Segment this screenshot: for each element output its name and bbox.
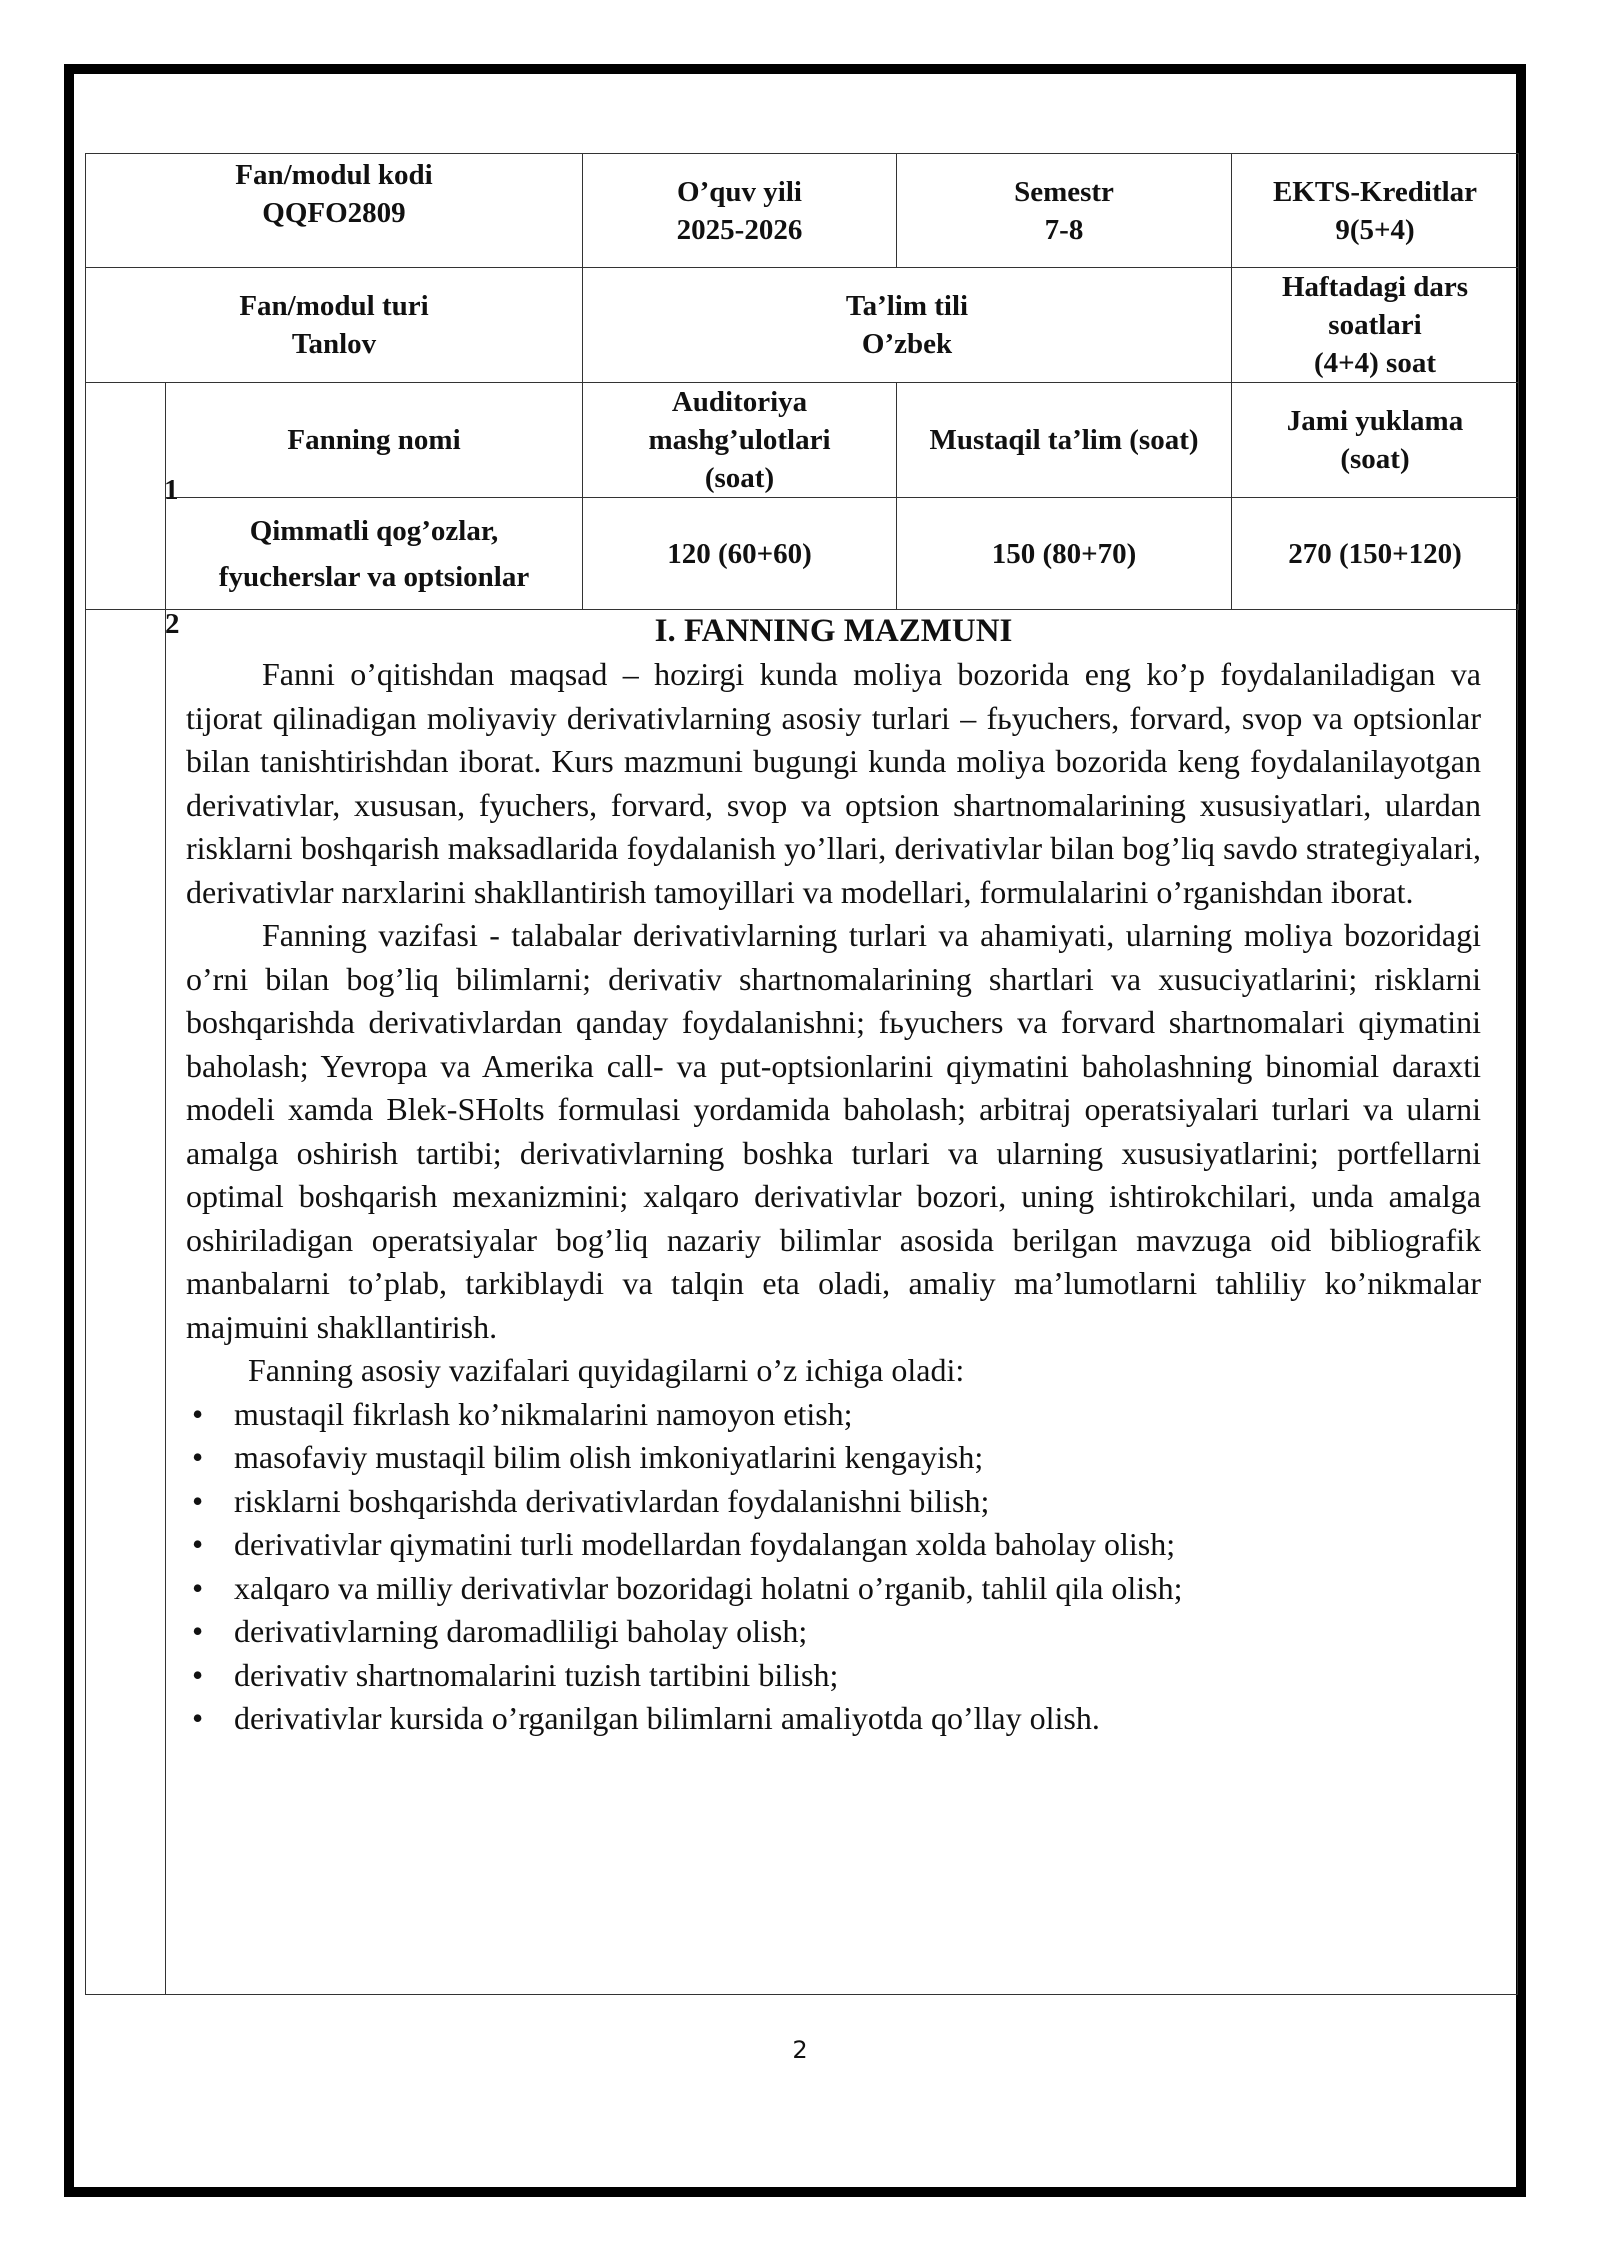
semester-cell: Semestr 7-8	[897, 154, 1232, 268]
list-item: • xalqaro va milliy derivativlar bozoridagi holatni o’rganib, tahlil qila olish;	[186, 1567, 1481, 1611]
self-study-label-cell: Mustaqil ta’lim (soat)	[897, 383, 1232, 498]
tasks-list	[186, 1393, 1481, 1741]
total-label-cell: Jami yuklama (soat)	[1232, 383, 1519, 498]
language-cell: Ta’lim tili O’zbek	[583, 268, 1232, 383]
self-study-hours-cell: 150 (80+70)	[897, 498, 1232, 610]
code-cell: Fan/modul kodi QQFO2809	[86, 154, 583, 268]
auditory-label-cell: Auditoriya mashg’ulotlari (soat)	[583, 383, 897, 498]
auditory-hours-cell: 120 (60+60)	[583, 498, 897, 610]
section-title: I. FANNING MAZMUNI	[654, 613, 1013, 649]
tasks-paragraph: Fanning vazifasi - talabalar derivativlarning turlari va ahamiyati, ularning moliya bozoridagi o’rni bilan bog’liq bilimlarni; derivativ shartnomalarining shartlari va xusuciyatlarini; risklarni boshqarishda derivativlardan qanday foydalanishni; fьyuchers va forvard shartnomalari qiymatini baholash; Yevropa va Amerika call- va put-optsionlarini qiymatini baholashning binomial daraxti modeli xamda Blek-SHolts formulasi yordamida baholash; arbitraj operatsiyalari turlari va ularni amalga oshirish tartibi; derivativlarning boshka turlari va ularning xususiyatlarini; portfellarni optimal boshqarish mexanizmini; xalqaro derivativlar bozori, uning ishtirokchilari, unda amalga oshiriladigan operatsiyalar bog’liq nazariy bilimlar asosida berilgan mavzuga oid bibliografik manbalarni to’plab, tarkiblaydi va talqin eta oladi, amaliy ma’lumotlarni tahliliy ko’nikmalar majmuini shakllantirish.	[186, 917, 1481, 1345]
list-item: • risklarni boshqarishda derivativlardan foydalanishni bilish;	[186, 1480, 1481, 1524]
ects-cell: EKTS-Kreditlar 9(5+4)	[1232, 154, 1519, 268]
list-item: • derivativlar qiymatini turli modellardan foydalangan xolda baholay olish;	[186, 1523, 1481, 1567]
row-number-1: 1	[164, 474, 179, 506]
list-item: • mustaqil fikrlash ko’nikmalarini namoyon etish;	[186, 1393, 1481, 1437]
row-number-2: 2	[165, 608, 180, 640]
column-divider	[165, 604, 166, 1994]
list-item: • masofaviy mustaqil bilim olish imkoniyatlarini kengayish;	[186, 1436, 1481, 1480]
course-name-cell: Qimmatli qog’ozlar, fyucherslar va optsionlar	[166, 498, 583, 610]
type-cell: Fan/modul turi Tanlov	[86, 268, 583, 383]
row-number-cell	[86, 383, 166, 610]
list-item: • derivativ shartnomalarini tuzish tartibini bilish;	[186, 1654, 1481, 1698]
section-body	[186, 610, 1481, 1741]
course-info-table	[85, 153, 1519, 610]
page-number: 2	[792, 2036, 808, 2064]
main-tasks-intro: Fanning asosiy vazifalari quyidagilarni o’z ichiga oladi:	[248, 1352, 965, 1388]
list-item: • derivativlarning daromadliligi baholay olish;	[186, 1610, 1481, 1654]
list-item: • derivativlar kursida o’rganilgan bilimlarni amaliyotda qo’llay olish.	[186, 1697, 1481, 1741]
purpose-paragraph: Fanni o’qitishdan maqsad – hozirgi kunda moliya bozorida eng ko’p foydalaniladigan va tijorat qilinadigan moliyaviy derivativlarning asosiy turlari – fьyuchers, forvard, svop va optsionlar bilan tanishtirishdan iborat. Kurs mazmuni bugungi kunda moliya bozorida keng foydalanilayotgan derivativlar, xususan, fyuchers, forvard, svop va optsion shartnomalarining xususiyatlari, ulardan risklarni boshqarish maksadlarida foydalanish yo’llari, derivativlar bilan bog’liq savdo strategiyalari, derivativlar narxlarini shakllantirish tamoyillari va modellari, formulalarini o’rganishdan iborat.	[186, 656, 1481, 910]
name-label-cell: Fanning nomi	[166, 383, 583, 498]
year-cell: O’quv yili 2025-2026	[583, 154, 897, 268]
content-section	[85, 604, 1518, 1995]
total-hours-cell: 270 (150+120)	[1232, 498, 1519, 610]
weekly-hours-cell: Haftadagi dars soatlari (4+4) soat	[1232, 268, 1519, 383]
